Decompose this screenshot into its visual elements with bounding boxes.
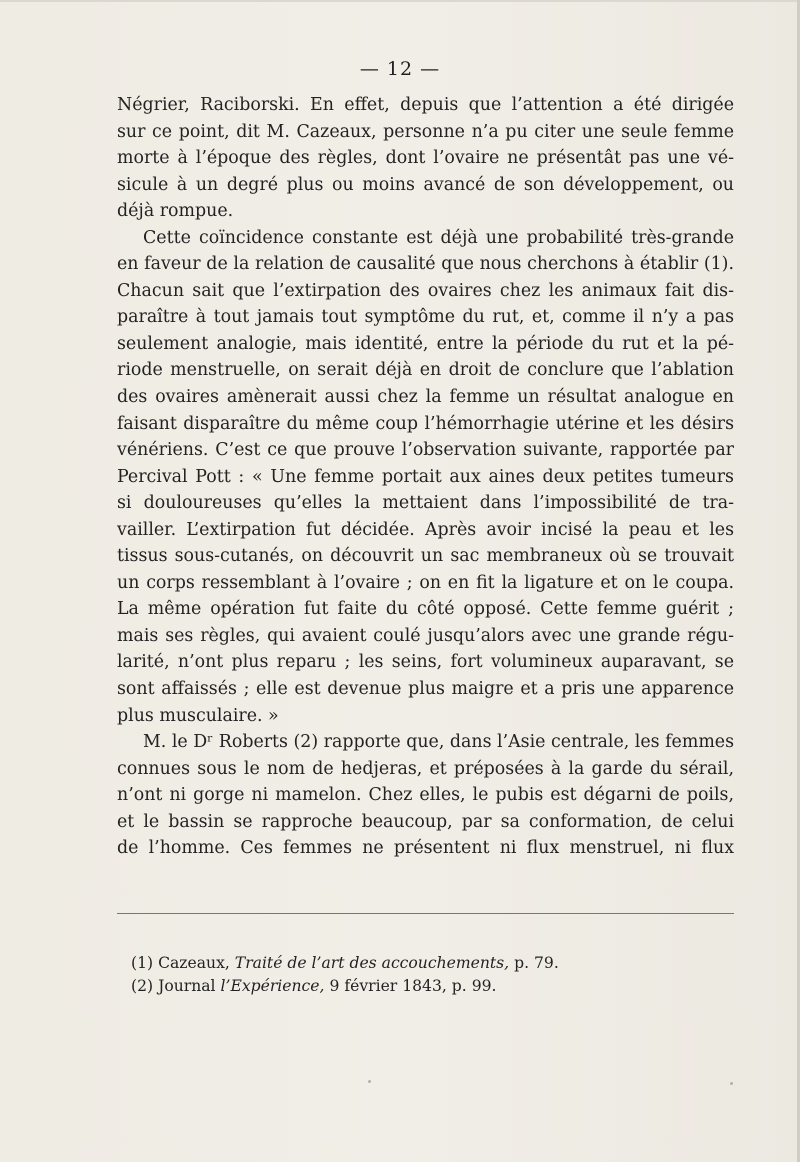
footnote-title: Traité de l’art des accouchements, (234, 954, 510, 972)
footnote-author: Cazeaux, (158, 954, 230, 972)
footnote-divider (117, 913, 734, 914)
page-top-edge (0, 0, 800, 2)
text-line: n’ont ni gorge ni mamelon. Chez elles, le pubis est dégarni de poils, (117, 785, 734, 806)
text-line: seulement analogie, mais identité, entre la période du rut et la pé- (117, 333, 734, 354)
text-line: riode menstruelle, on serait déjà en droit de conclure que l’ablation (117, 360, 734, 381)
text-line: de l’homme. Ces femmes ne présentent ni flux menstruel, ni flux (117, 838, 734, 859)
text-line: vailler. L’extirpation fut décidée. Après avoir incisé la peau et les (117, 519, 734, 540)
footnote-author: Journal (158, 977, 216, 995)
text-line: mais ses règles, qui avaient coulé jusqu’alors avec une grande régu- (117, 625, 734, 646)
text-line: si douloureuses qu’elles la mettaient dans l’impossibilité de tra- (117, 493, 734, 514)
text-line: sur ce point, dit M. Cazeaux, personne n’a pu citer une seule femme (117, 121, 734, 142)
paper-speck (368, 1080, 371, 1083)
paper-speck (730, 1082, 733, 1085)
text-line: en faveur de la relation de causalité que nous cherchons à établir (1). (117, 254, 734, 275)
footnote (131, 975, 731, 998)
text-line: tissus sous-cutanés, on découvrit un sac membraneux où se trouvait (117, 546, 734, 567)
text-line: Percival Pott : « Une femme portait aux aines deux petites tumeurs (117, 466, 734, 487)
text-line: et le bassin se rapproche beaucoup, par sa conformation, de celui (117, 811, 734, 832)
footnote (131, 952, 731, 975)
text-line: Négrier, Raciborski. En effet, depuis que l’attention a été dirigée (117, 95, 734, 115)
text-line: plus musculaire. » (117, 705, 279, 726)
footnote-marker: (1) (131, 954, 154, 972)
text-line: vénériens. C’est ce que prouve l’observation suivante, rapportée par (117, 440, 734, 461)
text-line: larité, n’ont plus reparu ; les seins, fort volumineux auparavant, se (117, 652, 734, 673)
footnote-reference: 9 février 1843, p. 99. (329, 977, 497, 995)
footnote-marker: (2) (131, 977, 154, 995)
footnote-title: l’Expérience, (220, 977, 325, 995)
text-line: faisant disparaître du même coup l’hémorrhagie utérine et les désirs (117, 413, 734, 434)
text-line: des ovaires amènerait aussi chez la femme un résultat analogue en (117, 387, 734, 408)
text-line: sont affaissés ; elle est devenue plus maigre et a pris une apparence (117, 679, 734, 700)
text-line: sicule à un degré plus ou moins avancé de son développement, ou (117, 174, 734, 195)
text-line: morte à l’époque des règles, dont l’ovaire ne présentât pas une vé- (117, 148, 734, 169)
text-line: connues sous le nom de hedjeras, et préposées à la garde du sérail, (117, 758, 734, 779)
text-line: Chacun sait que l’extirpation des ovaires chez les animaux fait dis- (117, 280, 734, 301)
text-line: M. le Dʳ Roberts (2) rapporte que, dans l’Asie centrale, les femmes (143, 732, 735, 753)
footnote-reference: p. 79. (514, 954, 559, 972)
page-number: — 12 — (359, 58, 441, 80)
text-line: La même opération fut faite du côté opposé. Cette femme guérit ; (117, 599, 734, 620)
footnotes (131, 952, 731, 998)
text-line: un corps ressemblant à l’ovaire ; on en fit la ligature et on le coupa. (117, 572, 734, 593)
body-text (117, 92, 734, 862)
text-line: déjà rompue. (117, 201, 234, 222)
text-line: paraître à tout jamais tout symptôme du rut, et, comme il n’y a pas (117, 307, 734, 328)
text-line: Cette coïncidence constante est déjà une probabilité très-grande (143, 227, 734, 248)
